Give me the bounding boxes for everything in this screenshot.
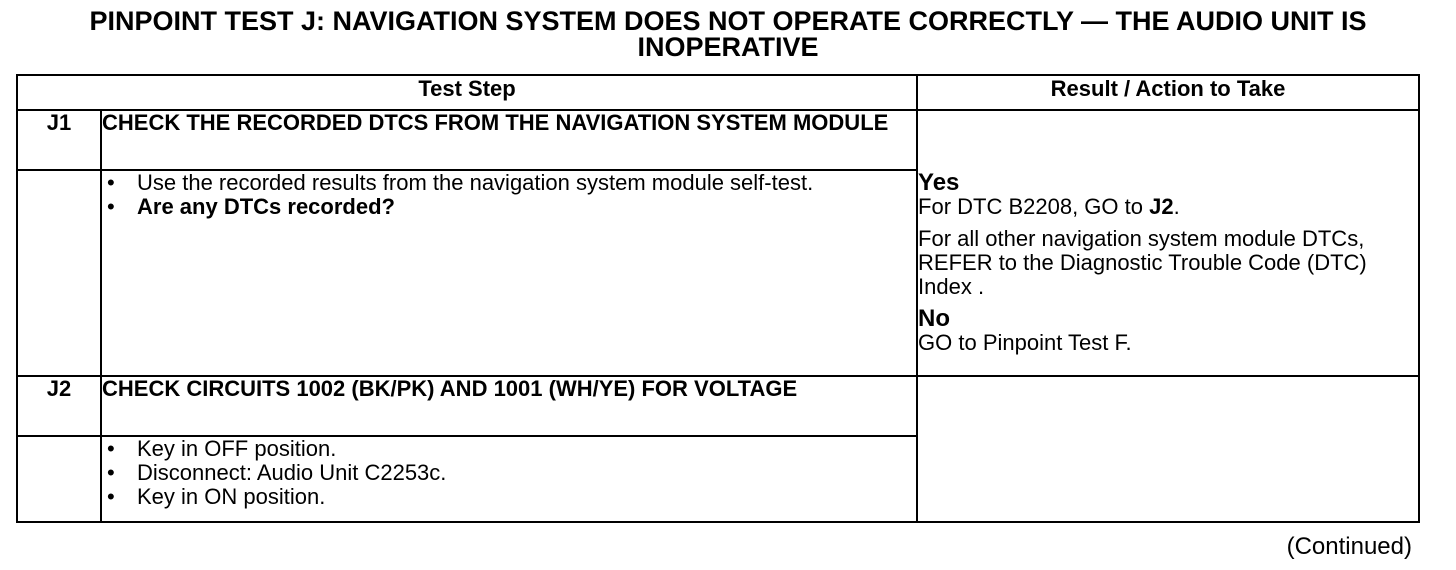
step-title-j2: CHECK CIRCUITS 1002 (BK/PK) AND 1001 (WH/YE) FOR VOLTAGE [101,376,917,436]
table-header-row [17,75,1419,110]
step-id-j2: J2 [17,376,101,436]
bullet-icon: • [107,194,115,219]
bullet-list-j2 [102,437,916,509]
result-goto-j2[interactable]: J2 [1149,194,1174,219]
bullet-icon: • [107,484,115,509]
bullet-list-j1 [102,171,916,219]
result-no-line: GO to Pinpoint Test F. [918,330,1132,355]
step-body-j2 [101,436,917,522]
bullet-icon: • [107,170,115,195]
header-result-action: Result / Action to Take [917,75,1419,110]
result-yes-line1-text: For DTC B2208, GO to [918,194,1150,219]
result-yes-line1-suffix: . [1173,194,1180,219]
list-item [102,195,916,219]
result-no-label: No [918,305,951,332]
result-yes-label: Yes [918,169,960,196]
bullet-text: Disconnect: Audio Unit C2253c. [137,460,447,485]
step-j1-title-row [17,110,1419,170]
bullet-text: Key in OFF position. [137,436,337,461]
result-yes-line1 [918,195,1418,219]
bullet-question: Are any DTCs recorded? [137,194,395,219]
document-title: PINPOINT TEST J: NAVIGATION SYSTEM DOES NOT OPERATE CORRECTLY — THE AUDIO UNIT IS INOPERATIVE [89,6,1367,62]
result-yes-line2: For all other navigation system module DTCs, REFER to the Diagnostic Trouble Code (DTC) Index . [918,226,1367,299]
bullet-icon: • [107,460,115,485]
list-item [102,437,916,461]
result-cell-j1 [917,110,1419,376]
pinpoint-test-table [16,74,1420,523]
continued-label: (Continued) [1286,533,1412,560]
list-item [102,485,916,509]
list-item [102,461,916,485]
step-id-j1: J1 [17,110,101,170]
header-test-step: Test Step [17,75,917,110]
step-body-j1 [101,170,917,376]
bullet-icon: • [107,436,115,461]
list-item [102,171,916,195]
step-j2-title-row [17,376,1419,436]
bullet-text: Key in ON position. [137,484,326,509]
step-j1-spacer [17,170,101,376]
bullet-text: Use the recorded results from the navigation system module self-test. [137,170,814,195]
step-j2-spacer [17,436,101,522]
result-cell-j2 [917,376,1419,522]
step-title-j1: CHECK THE RECORDED DTCS FROM THE NAVIGATION SYSTEM MODULE [101,110,917,170]
